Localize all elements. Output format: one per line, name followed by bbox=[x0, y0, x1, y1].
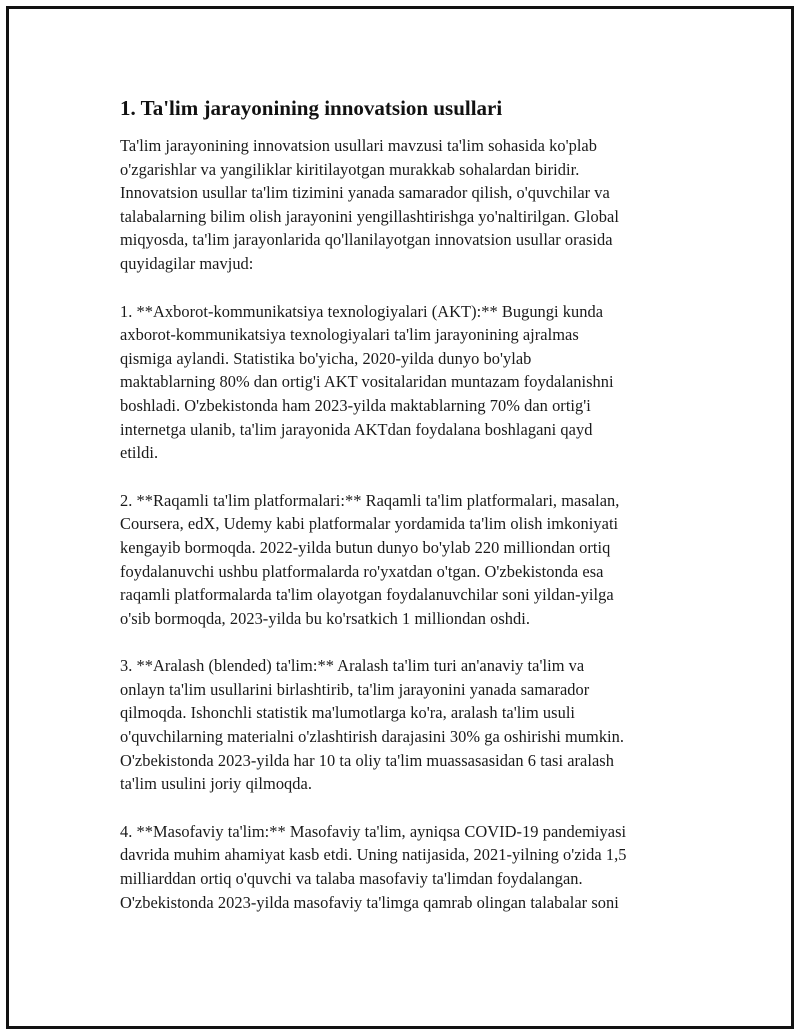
text-line: axborot-kommunikatsiya texnologiyalari ta'lim jarayonining ajralmas bbox=[120, 325, 579, 345]
document-content bbox=[120, 95, 690, 914]
section-heading: 1. Ta'lim jarayonining innovatsion usullari bbox=[120, 96, 503, 120]
text-line: ta'lim usulini joriy qilmoqda. bbox=[120, 774, 313, 794]
text-line: qilmoqda. Ishonchli statistik ma'lumotlarga ko'ra, aralash ta'lim usuli bbox=[120, 703, 576, 723]
intro-paragraph bbox=[120, 134, 690, 276]
text-line: talabalarning bilim olish jarayonini yengillashtirishga yo'naltirilgan. Global bbox=[120, 206, 619, 226]
text-line: raqamli platformalarda ta'lim olayotgan foydalanuvchilar soni yildan-yilga bbox=[120, 585, 614, 605]
distance-learning-paragraph bbox=[120, 820, 690, 914]
digital-platforms-paragraph bbox=[120, 489, 690, 631]
blended-learning-paragraph bbox=[120, 654, 690, 796]
text-line: internetga ulanib, ta'lim jarayonida AKTdan foydalana boshlagani qayd bbox=[120, 419, 593, 439]
text-line: milliarddan ortiq o'quvchi va talaba masofaviy ta'limdan foydalangan. bbox=[120, 869, 583, 889]
text-line: onlayn ta'lim usullarini birlashtirib, ta'lim jarayonini yanada samarador bbox=[120, 679, 590, 699]
text-line: 2. **Raqamli ta'lim platformalari:** Raqamli ta'lim platformalari, masalan, bbox=[120, 490, 620, 510]
text-line: etildi. bbox=[120, 443, 159, 463]
ict-paragraph bbox=[120, 300, 690, 465]
text-line: o'quvchilarning materialni o'zlashtirish darajasini 30% ga oshirishi mumkin. bbox=[120, 727, 625, 747]
text-line: 4. **Masofaviy ta'lim:** Masofaviy ta'lim, ayniqsa COVID-19 pandemiyasi bbox=[120, 821, 627, 841]
text-line: 1. **Axborot-kommunikatsiya texnologiyalari (AKT):** Bugungi kunda bbox=[120, 301, 604, 321]
text-line: foydalanuvchi ushbu platformalarda ro'yxatdan o'tgan. O'zbekistonda esa bbox=[120, 561, 604, 581]
text-line: o'sib bormoqda, 2023-yilda bu ko'rsatkich 1 milliondan oshdi. bbox=[120, 608, 531, 628]
text-line: O'zbekistonda 2023-yilda har 10 ta oliy ta'lim muassasasidan 6 tasi aralash bbox=[120, 750, 614, 770]
text-line: Coursera, edX, Udemy kabi platformalar yordamida ta'lim olish imkoniyati bbox=[120, 514, 619, 534]
text-line: Ta'lim jarayonining innovatsion usullari mavzusi ta'lim sohasida ko'plab bbox=[120, 136, 597, 155]
text-line: 3. **Aralash (blended) ta'lim:** Aralash ta'lim turi an'anaviy ta'lim va bbox=[120, 656, 585, 676]
text-line: quyidagilar mavjud: bbox=[120, 253, 254, 273]
text-line: davrida muhim ahamiyat kasb etdi. Uning natijasida, 2021-yilning o'zida 1,5 bbox=[120, 845, 627, 865]
text-line: kengayib bormoqda. 2022-yilda butun dunyo bo'ylab 220 milliondan ortiq bbox=[120, 537, 611, 557]
text-line: maktablarning 80% dan ortig'i AKT vositalaridan muntazam foydalanishni bbox=[120, 372, 614, 392]
text-line: O'zbekistonda 2023-yilda masofaviy ta'limga qamrab olingan talabalar soni bbox=[120, 892, 619, 912]
text-line: miqyosda, ta'lim jarayonlarida qo'llanilayotgan innovatsion usullar orasida bbox=[120, 230, 613, 250]
text-line: boshladi. O'zbekistonda ham 2023-yilda maktablarning 70% dan ortig'i bbox=[120, 395, 591, 415]
text-line: Innovatsion usullar ta'lim tizimini yanada samarador qilish, o'quvchilar va bbox=[120, 183, 610, 203]
document-page bbox=[6, 6, 794, 1029]
text-line: o'zgarishlar va yangiliklar kiritilayotgan murakkab sohalardan biridir. bbox=[120, 159, 580, 179]
text-line: qismiga aylandi. Statistika bo'yicha, 2020-yilda dunyo bo'ylab bbox=[120, 348, 532, 368]
